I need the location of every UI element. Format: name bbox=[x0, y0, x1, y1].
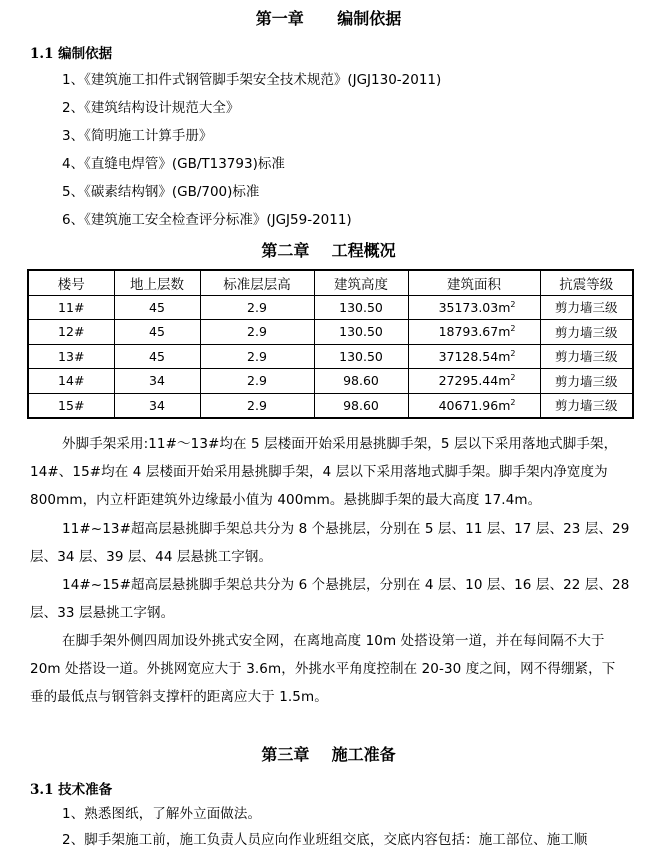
body-text-line: 层、34 层、39 层、44 层悬挑工字钢。 bbox=[30, 549, 273, 565]
floor-height-cell: 2.9 bbox=[200, 320, 314, 345]
area-cell: $40671.96m^2$ bbox=[408, 393, 540, 418]
seismic-cell: 剪力墙三级 bbox=[540, 295, 633, 320]
section-3-1-heading: 3.1 技术准备 bbox=[30, 782, 113, 798]
column-header: 建筑面积 bbox=[408, 270, 540, 295]
floors-cell: 45 bbox=[114, 295, 200, 320]
seismic-cell: 剪力墙三级 bbox=[540, 393, 633, 418]
body-text-line: 垂的最低点与钢管斜支撑杆的距离应大于 1.5m。 bbox=[30, 689, 328, 705]
floor-height-cell: 2.9 bbox=[200, 369, 314, 394]
area-cell: $18793.67m^2$ bbox=[408, 320, 540, 345]
table-row bbox=[28, 344, 633, 369]
area-unit: $m^2$ bbox=[498, 299, 516, 315]
column-header: 抗震等级 bbox=[540, 270, 633, 295]
area-unit: $m^2$ bbox=[498, 324, 516, 340]
seismic-cell: 剪力墙三级 bbox=[540, 369, 633, 394]
area-cell: $27295.44m^2$ bbox=[408, 369, 540, 394]
building-cell: 11# bbox=[28, 295, 114, 320]
body-text-line: 800mm，内立杆距建筑外边缘最小值为 400mm。悬挑脚手架的最大高度 17.4m。 bbox=[30, 492, 542, 508]
height-cell: 130.50 bbox=[314, 295, 408, 320]
seismic-cell: 剪力墙三级 bbox=[540, 344, 633, 369]
reference-item: 5、《碳素结构钢》(GB/700)标准 bbox=[62, 184, 260, 200]
reference-item: 4、《直缝电焊管》(GB/T13793)标准 bbox=[62, 156, 285, 172]
table-row bbox=[28, 393, 633, 418]
column-header: 建筑高度 bbox=[314, 270, 408, 295]
floors-cell: 34 bbox=[114, 393, 200, 418]
column-header: 标准层层高 bbox=[200, 270, 314, 295]
chapter-2-title: 第二章 工程概况 bbox=[261, 241, 396, 260]
floors-cell: 45 bbox=[114, 320, 200, 345]
table-header-row bbox=[28, 270, 633, 295]
building-cell: 15# bbox=[28, 393, 114, 418]
body-text-line: 2、脚手架施工前，施工负责人员应向作业班组交底，交底内容包括：施工部位、施工顺 bbox=[62, 832, 588, 848]
seismic-cell: 剪力墙三级 bbox=[540, 320, 633, 345]
height-cell: 130.50 bbox=[314, 344, 408, 369]
height-cell: 98.60 bbox=[314, 369, 408, 394]
height-cell: 130.50 bbox=[314, 320, 408, 345]
floor-height-cell: 2.9 bbox=[200, 344, 314, 369]
chapter-1-title: 第一章 编制依据 bbox=[255, 9, 402, 28]
body-text-line: 层、33 层悬挑工字钢。 bbox=[30, 605, 175, 621]
body-text-line: 1、熟悉图纸，了解外立面做法。 bbox=[62, 806, 262, 822]
building-cell: 13# bbox=[28, 344, 114, 369]
area-cell: $37128.54m^2$ bbox=[408, 344, 540, 369]
body-text-line: 外脚手架采用:11#～13#均在 5 层楼面开始采用悬挑脚手架，5 层以下采用落地式脚手架， bbox=[62, 436, 618, 452]
body-text-line: 11#~13#超高层悬挑脚手架总共分为 8 个悬挑层，分别在 5 层、11 层、17 层、23 层、29 bbox=[62, 521, 630, 537]
section-1-1-heading: 1.1 编制依据 bbox=[30, 46, 113, 62]
building-cell: 12# bbox=[28, 320, 114, 345]
chapter-3-title: 第三章 施工准备 bbox=[261, 745, 396, 764]
column-header: 楼号 bbox=[28, 270, 114, 295]
reference-item: 3、《简明施工计算手册》 bbox=[62, 128, 213, 144]
reference-item: 1、《建筑施工扣件式钢管脚手架安全技术规范》(JGJ130-2011) bbox=[62, 72, 442, 88]
table-row bbox=[28, 369, 633, 394]
floor-height-cell: 2.9 bbox=[200, 393, 314, 418]
height-cell: 98.60 bbox=[314, 393, 408, 418]
table-row bbox=[28, 295, 633, 320]
body-text-line: 14#、15#均在 4 层楼面开始采用悬挑脚手架，4 层以下采用落地式脚手架。脚手架内净宽度为 bbox=[30, 464, 608, 480]
project-overview-table bbox=[27, 269, 634, 419]
body-text-line: 在脚手架外侧四周加设外挑式安全网，在离地高度 10m 处搭设第一道，并在每间隔不大于 bbox=[62, 633, 605, 649]
area-unit: $m^2$ bbox=[498, 348, 516, 364]
table-row bbox=[28, 320, 633, 345]
area-unit: $m^2$ bbox=[498, 397, 516, 413]
area-cell: $35173.03m^2$ bbox=[408, 295, 540, 320]
reference-item: 6、《建筑施工安全检查评分标准》(JGJ59-2011) bbox=[62, 212, 352, 228]
building-cell: 14# bbox=[28, 369, 114, 394]
floors-cell: 45 bbox=[114, 344, 200, 369]
floors-cell: 34 bbox=[114, 369, 200, 394]
column-header: 地上层数 bbox=[114, 270, 200, 295]
floor-height-cell: 2.9 bbox=[200, 295, 314, 320]
body-text-line: 14#~15#超高层悬挑脚手架总共分为 6 个悬挑层，分别在 4 层、10 层、16 层、22 层、28 bbox=[62, 577, 630, 593]
area-unit: $m^2$ bbox=[498, 373, 516, 389]
body-text-line: 20m 处搭设一道。外挑网宽应大于 3.6m，外挑水平角度控制在 20-30 度之间，网不得绷紧，下 bbox=[30, 661, 616, 677]
reference-item: 2、《建筑结构设计规范大全》 bbox=[62, 100, 240, 116]
